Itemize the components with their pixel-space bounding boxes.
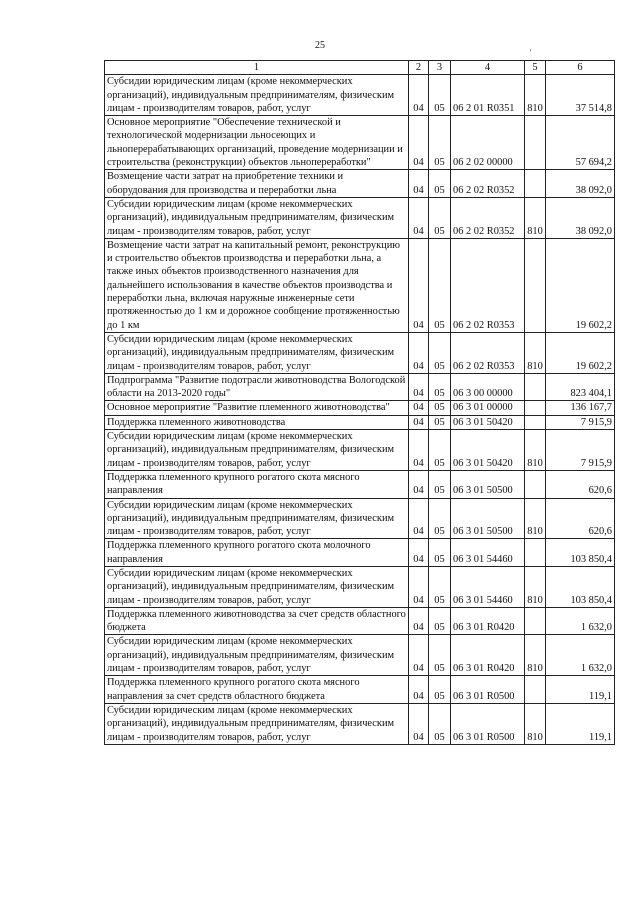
row-expense-type-cell: [525, 539, 546, 567]
row-expense-type-cell: [525, 401, 546, 415]
row-section-cell: 04: [409, 401, 429, 415]
row-target-code-cell: 06 3 01 R0420: [451, 635, 525, 676]
row-subsection-cell: 05: [429, 401, 451, 415]
row-name-cell: Возмещение части затрат на приобретение техники и оборудования для производства и переработки льна: [105, 170, 409, 198]
row-name-cell: Поддержка племенного крупного рогатого скота молочного направления: [105, 539, 409, 567]
row-section-cell: 04: [409, 635, 429, 676]
header-cell-1: 1: [105, 61, 409, 75]
row-subsection-cell: 05: [429, 238, 451, 332]
header-cell-5: 5: [525, 61, 546, 75]
row-expense-type-cell: 810: [525, 566, 546, 607]
table-row: [105, 635, 615, 676]
row-section-cell: 04: [409, 539, 429, 567]
row-target-code-cell: 06 3 01 54460: [451, 539, 525, 567]
header-cell-3: 3: [429, 61, 451, 75]
row-section-cell: 04: [409, 332, 429, 373]
table-row: [105, 332, 615, 373]
row-expense-type-cell: [525, 607, 546, 635]
row-subsection-cell: 05: [429, 703, 451, 744]
row-subsection-cell: 05: [429, 415, 451, 429]
row-name-cell: Возмещение части затрат на капитальный ремонт, реконструкцию и строительство объектов производства и переработки льна, а также иных объектов производственного назначения для дальнейшего использования в качестве объектов производства и переработки льна, включая наружные инженерные сети протяженностью до 1 км и дорожное сообщение протяженностью до 1 км: [105, 238, 409, 332]
row-name-cell: Субсидии юридическим лицам (кроме некоммерческих организаций), индивидуальным предпринимателям, физическим лицам - производителям товаров, работ, услуг: [105, 635, 409, 676]
row-name-cell: Субсидии юридическим лицам (кроме некоммерческих организаций), индивидуальным предпринимателям, физическим лицам - производителям товаров, работ, услуг: [105, 75, 409, 116]
row-expense-type-cell: [525, 170, 546, 198]
table-row: [105, 373, 615, 401]
row-section-cell: 04: [409, 607, 429, 635]
row-amount-cell: 7 915,9: [546, 415, 615, 429]
row-target-code-cell: 06 3 01 R0500: [451, 676, 525, 704]
table-row: [105, 566, 615, 607]
row-name-cell: Субсидии юридическим лицам (кроме некоммерческих организаций), индивидуальным предпринимателям, физическим лицам - производителям товаров, работ, услуг: [105, 703, 409, 744]
row-subsection-cell: 05: [429, 539, 451, 567]
row-name-cell: Основное мероприятие "Обеспечение технической и технологической модернизации льносеющих и льноперерабатывающих организаций, проведение модернизации и строительства (реконструкции) объектов льнопереработки": [105, 116, 409, 170]
table-row: [105, 498, 615, 539]
row-name-cell: Поддержка племенного крупного рогатого скота мясного направления: [105, 470, 409, 498]
row-section-cell: 04: [409, 676, 429, 704]
row-subsection-cell: 05: [429, 635, 451, 676]
row-section-cell: 04: [409, 116, 429, 170]
row-target-code-cell: 06 3 01 50420: [451, 415, 525, 429]
row-amount-cell: 823 404,1: [546, 373, 615, 401]
row-section-cell: 04: [409, 75, 429, 116]
table-row: [105, 676, 615, 704]
row-target-code-cell: 06 3 01 R0420: [451, 607, 525, 635]
table-row: [105, 430, 615, 471]
row-section-cell: 04: [409, 430, 429, 471]
row-subsection-cell: 05: [429, 470, 451, 498]
row-amount-cell: 620,6: [546, 470, 615, 498]
row-amount-cell: 38 092,0: [546, 170, 615, 198]
table-row: [105, 170, 615, 198]
row-amount-cell: 119,1: [546, 703, 615, 744]
page-number: 25: [315, 40, 325, 51]
row-target-code-cell: 06 3 01 54460: [451, 566, 525, 607]
row-target-code-cell: 06 2 02 00000: [451, 116, 525, 170]
row-expense-type-cell: [525, 415, 546, 429]
row-name-cell: Субсидии юридическим лицам (кроме некоммерческих организаций), индивидуальным предпринимателям, физическим лицам - производителям товаров, работ, услуг: [105, 566, 409, 607]
row-amount-cell: 103 850,4: [546, 566, 615, 607]
row-amount-cell: 19 602,2: [546, 238, 615, 332]
row-amount-cell: 119,1: [546, 676, 615, 704]
table-row: [105, 197, 615, 238]
row-expense-type-cell: 810: [525, 498, 546, 539]
row-target-code-cell: 06 3 01 00000: [451, 401, 525, 415]
table-row: [105, 539, 615, 567]
row-name-cell: Поддержка племенного животноводства за счет средств областного бюджета: [105, 607, 409, 635]
row-amount-cell: 1 632,0: [546, 635, 615, 676]
row-section-cell: 04: [409, 373, 429, 401]
row-amount-cell: 136 167,7: [546, 401, 615, 415]
table-row: [105, 415, 615, 429]
row-section-cell: 04: [409, 566, 429, 607]
row-expense-type-cell: 810: [525, 703, 546, 744]
row-target-code-cell: 06 3 00 00000: [451, 373, 525, 401]
row-expense-type-cell: 810: [525, 332, 546, 373]
scan-mark: ': [530, 48, 532, 57]
row-subsection-cell: 05: [429, 75, 451, 116]
row-section-cell: 04: [409, 415, 429, 429]
row-subsection-cell: 05: [429, 373, 451, 401]
table-row: [105, 470, 615, 498]
table-row: [105, 401, 615, 415]
table-body: [105, 75, 615, 745]
row-expense-type-cell: [525, 373, 546, 401]
row-section-cell: 04: [409, 703, 429, 744]
row-section-cell: 04: [409, 470, 429, 498]
row-name-cell: Субсидии юридическим лицам (кроме некоммерческих организаций), индивидуальным предпринимателям, физическим лицам - производителям товаров, работ, услуг: [105, 197, 409, 238]
row-subsection-cell: 05: [429, 566, 451, 607]
row-amount-cell: 37 514,8: [546, 75, 615, 116]
row-amount-cell: 57 694,2: [546, 116, 615, 170]
header-cell-4: 4: [451, 61, 525, 75]
row-target-code-cell: 06 3 01 50500: [451, 470, 525, 498]
row-section-cell: 04: [409, 197, 429, 238]
row-subsection-cell: 05: [429, 116, 451, 170]
row-section-cell: 04: [409, 170, 429, 198]
row-target-code-cell: 06 2 02 R0353: [451, 238, 525, 332]
row-expense-type-cell: 810: [525, 430, 546, 471]
row-name-cell: Основное мероприятие "Развитие племенного животноводства": [105, 401, 409, 415]
row-amount-cell: 620,6: [546, 498, 615, 539]
row-name-cell: Субсидии юридическим лицам (кроме некоммерческих организаций), индивидуальным предпринимателям, физическим лицам - производителям товаров, работ, услуг: [105, 430, 409, 471]
row-subsection-cell: 05: [429, 170, 451, 198]
table-row: [105, 116, 615, 170]
row-subsection-cell: 05: [429, 332, 451, 373]
table-row: [105, 238, 615, 332]
row-name-cell: Субсидии юридическим лицам (кроме некоммерческих организаций), индивидуальным предпринимателям, физическим лицам - производителям товаров, работ, услуг: [105, 498, 409, 539]
row-expense-type-cell: [525, 238, 546, 332]
row-name-cell: Поддержка племенного крупного рогатого скота мясного направления за счет средств областного бюджета: [105, 676, 409, 704]
row-amount-cell: 38 092,0: [546, 197, 615, 238]
row-expense-type-cell: [525, 676, 546, 704]
row-expense-type-cell: 810: [525, 197, 546, 238]
table-row: [105, 607, 615, 635]
row-expense-type-cell: 810: [525, 635, 546, 676]
table-row: [105, 75, 615, 116]
row-target-code-cell: 06 2 02 R0352: [451, 197, 525, 238]
row-subsection-cell: 05: [429, 676, 451, 704]
row-amount-cell: 1 632,0: [546, 607, 615, 635]
row-expense-type-cell: [525, 470, 546, 498]
header-cell-2: 2: [409, 61, 429, 75]
row-target-code-cell: 06 3 01 50420: [451, 430, 525, 471]
row-name-cell: Субсидии юридическим лицам (кроме некоммерческих организаций), индивидуальным предпринимателям, физическим лицам - производителям товаров, работ, услуг: [105, 332, 409, 373]
row-amount-cell: 7 915,9: [546, 430, 615, 471]
row-expense-type-cell: [525, 116, 546, 170]
row-target-code-cell: 06 3 01 R0500: [451, 703, 525, 744]
budget-table: [104, 60, 615, 745]
row-name-cell: Подпрограмма "Развитие подотрасли животноводства Вологодской области на 2013-2020 годы": [105, 373, 409, 401]
row-amount-cell: 19 602,2: [546, 332, 615, 373]
row-name-cell: Поддержка племенного животноводства: [105, 415, 409, 429]
row-target-code-cell: 06 2 02 R0352: [451, 170, 525, 198]
row-section-cell: 04: [409, 238, 429, 332]
row-subsection-cell: 05: [429, 607, 451, 635]
row-expense-type-cell: 810: [525, 75, 546, 116]
row-amount-cell: 103 850,4: [546, 539, 615, 567]
row-target-code-cell: 06 2 01 R0351: [451, 75, 525, 116]
table-row: [105, 703, 615, 744]
row-subsection-cell: 05: [429, 430, 451, 471]
row-subsection-cell: 05: [429, 498, 451, 539]
row-target-code-cell: 06 2 02 R0353: [451, 332, 525, 373]
header-row: [105, 61, 615, 75]
header-cell-6: 6: [546, 61, 615, 75]
row-subsection-cell: 05: [429, 197, 451, 238]
row-target-code-cell: 06 3 01 50500: [451, 498, 525, 539]
row-section-cell: 04: [409, 498, 429, 539]
